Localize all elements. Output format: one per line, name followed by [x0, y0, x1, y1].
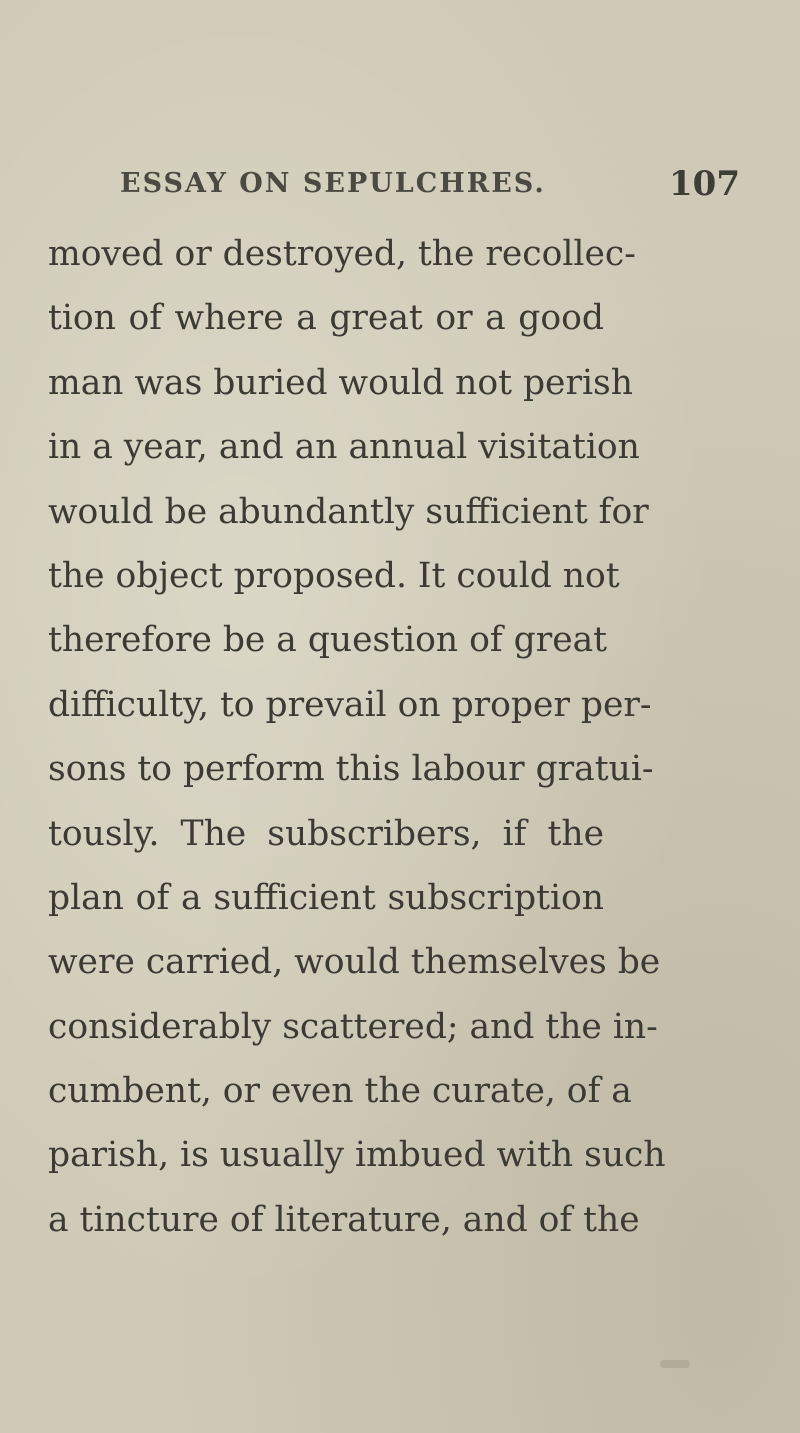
text-line: a tincture of literature, and of the — [48, 1199, 640, 1240]
text-line: moved or destroyed, the recollec- — [48, 234, 636, 274]
text-line: man was buried would not perish — [48, 362, 633, 403]
text-line: plan of a sufficient subscription — [48, 877, 604, 918]
text-line: considerably scattered; and the in- — [48, 1006, 658, 1047]
running-title: ESSAY ON SEPULCHRES. — [120, 168, 546, 199]
text-line: would be abundantly sufficient for — [48, 491, 649, 532]
running-head — [120, 164, 740, 208]
text-line: parish, is usually imbued with such — [48, 1135, 666, 1176]
text-line: difficulty, to prevail on proper per- — [48, 684, 652, 725]
body-text — [48, 222, 666, 1252]
paper-smudge — [660, 1360, 690, 1368]
text-line: tion of where a great or a good — [48, 298, 604, 339]
text-line: tously. The subscribers, if the — [48, 813, 604, 854]
page-number: 107 — [669, 164, 740, 204]
text-line: in a year, and an annual visitation — [48, 427, 640, 468]
text-line: the object proposed. It could not — [48, 555, 620, 596]
text-line: cumbent, or even the curate, of a — [48, 1071, 632, 1112]
text-line: sons to perform this labour gratui- — [48, 749, 654, 790]
text-line: therefore be a question of great — [48, 620, 608, 661]
text-line: were carried, would themselves be — [48, 942, 661, 983]
